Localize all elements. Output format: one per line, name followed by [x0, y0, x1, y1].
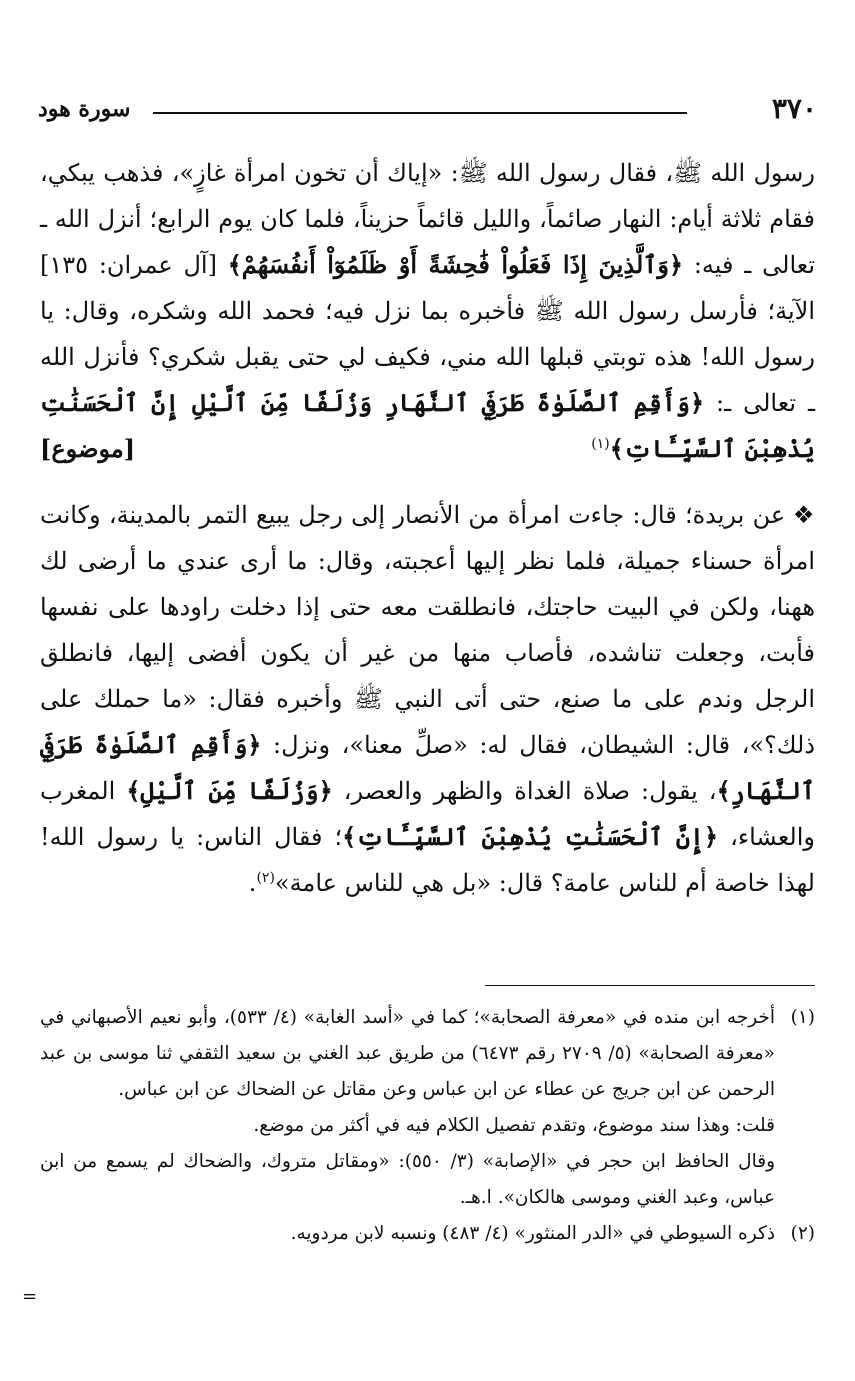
p1-quran-2: ﴿وَأَقِمِ ٱلصَّلَوٰةَ طَرَفَيِ ٱلنَّهَارِ وَزُلَفًا مِّنَ ٱلَّيْلِ إِنَّ ٱلْحَسَنَٰتِ يُذْهِبْنَ ٱلسَّيِّـَٔاتِ﴾ [40, 388, 815, 463]
footnote-1 [40, 1000, 815, 1216]
paragraph-1 [40, 150, 815, 472]
bullet-icon: ❖ [792, 501, 816, 529]
p2-text-1: عن بريدة؛ قال: جاءت امرأة من الأنصار إلى رجل يبيع التمر بالمدينة، وكانت امرأة حسناء جميلة، فلما نظر إليها أعجبته، وقال: ما أرى عندي ما أرضى لك ههنا، ولكن في البيت حاجتك، فانطلقت معه حتى إذا دخلت راودها على نفسها فأبت، وجعلت تناشده، فأصاب منها من غير أن يكون أفضى إليها، فانطلق الرجل وندم على ما صنع، حتى أتى النبي ﷺ وأخبره فقال: «ما حملك على ذلك؟»، قال: الشيطان، فقال له: «صلِّ معنا»، ونزل: [40, 501, 816, 759]
footnote-body [40, 1000, 775, 1216]
p2-quran-1: ﴿وَأَقِمِ ٱلصَّلَوٰةَ طَرَفَيِ ٱلنَّهَارِ﴾ [40, 730, 815, 805]
footnote-divider [485, 985, 815, 986]
footnote-ref-1[interactable]: (١) [591, 436, 610, 452]
footnote-2 [40, 1216, 815, 1252]
p2-text-2: ، يقول: صلاة الغداة والظهر والعصر، [332, 777, 717, 805]
footnote-number: (٢) [790, 1223, 815, 1244]
footnote-line: قلت: وهذا سند موضوع، وتقدم تفصيل الكلام فيه في أكثر من موضع. [253, 1115, 775, 1136]
footnote-body [40, 1216, 775, 1252]
footnote-line: أخرجه ابن منده في «معرفة الصحابة»؛ كما في «أسد الغابة» (٤/ ٥٣٣)، وأبو نعيم الأصبهاني في «معرفة الصحابة» (٥/ ٢٧٠٩ رقم ٦٤٧٣) من طريق عبد الغني بن سعيد الثقفي ثنا موسى بن عبد الرحمن عن ابن جريج عن عطاء عن ابن عباس وعن مقاتل عن الضحاك عن ابن عباس. [40, 1007, 775, 1100]
p1-text-1: رسول الله ﷺ، فقال رسول الله ﷺ: «إياك أن تخون امرأة غازٍ»، فذهب يبكي، فقام ثلاثة أيام: النهار صائماً، والليل قائماً حزيناً، فلما كان يوم الرابع؛ أنزل الله ـ تعالى ـ فيه: [40, 159, 816, 279]
p2-end: . [248, 869, 257, 897]
page-number: ٣٧٠ [771, 92, 817, 125]
paragraph-2 [40, 492, 815, 906]
header-rule [153, 112, 687, 114]
continuation-mark: = [22, 1286, 38, 1307]
footnote-line: ذكره السيوطي في «الدر المنثور» (٤/ ٤٨٣) ونسبه لابن مردويه. [290, 1223, 775, 1244]
footnote-ref-2[interactable]: (٢) [256, 870, 275, 886]
p2-text-4: ؛ فقال الناس: يا رسول الله! لهذا خاصة أم للناس عامة؟ قال: «بل هي للناس عامة» [40, 823, 815, 897]
main-text [40, 150, 815, 906]
page-header [38, 92, 817, 132]
p2-quran-2: ﴿وَزُلَفًا مِّنَ ٱلَّيْلِ﴾ [126, 776, 333, 805]
grading-tag: [موضوع] [40, 434, 136, 463]
footnote-line: وقال الحافظ ابن حجر في «الإصابة» (٣/ ٥٥٠): «ومقاتل متروك، والضحاك لم يسمع من ابن عباس، وعبد الغني وموسى هالكان». ا.هـ. [40, 1151, 775, 1208]
footnote-number: (١) [790, 1007, 815, 1028]
footnotes [40, 1000, 815, 1252]
p1-quran-1: ﴿وَٱلَّذِينَ إِذَا فَعَلُواْ فَٰحِشَةً أَوْ ظَلَمُوٓاْ أَنفُسَهُمْ﴾ [227, 250, 684, 279]
p1-text-2: [آل عمران: ١٣٥] الآية؛ فأرسل رسول الله ﷺ فأخبره بما نزل فيه؛ فحمد الله وشكره، وقال: يا رسول الله! هذه توبتي قبلها الله مني، فكيف لي حتى يقبل شكري؟ فأنزل الله ـ تعالى ـ: [40, 251, 816, 417]
p2-text-3: المغرب والعشاء، [40, 777, 815, 851]
p2-quran-3: ﴿إِنَّ ٱلْحَسَنَٰتِ يُذْهِبْنَ ٱلسَّيِّـَٔاتِ﴾ [342, 822, 719, 851]
surah-name: سورة هود [38, 96, 131, 122]
